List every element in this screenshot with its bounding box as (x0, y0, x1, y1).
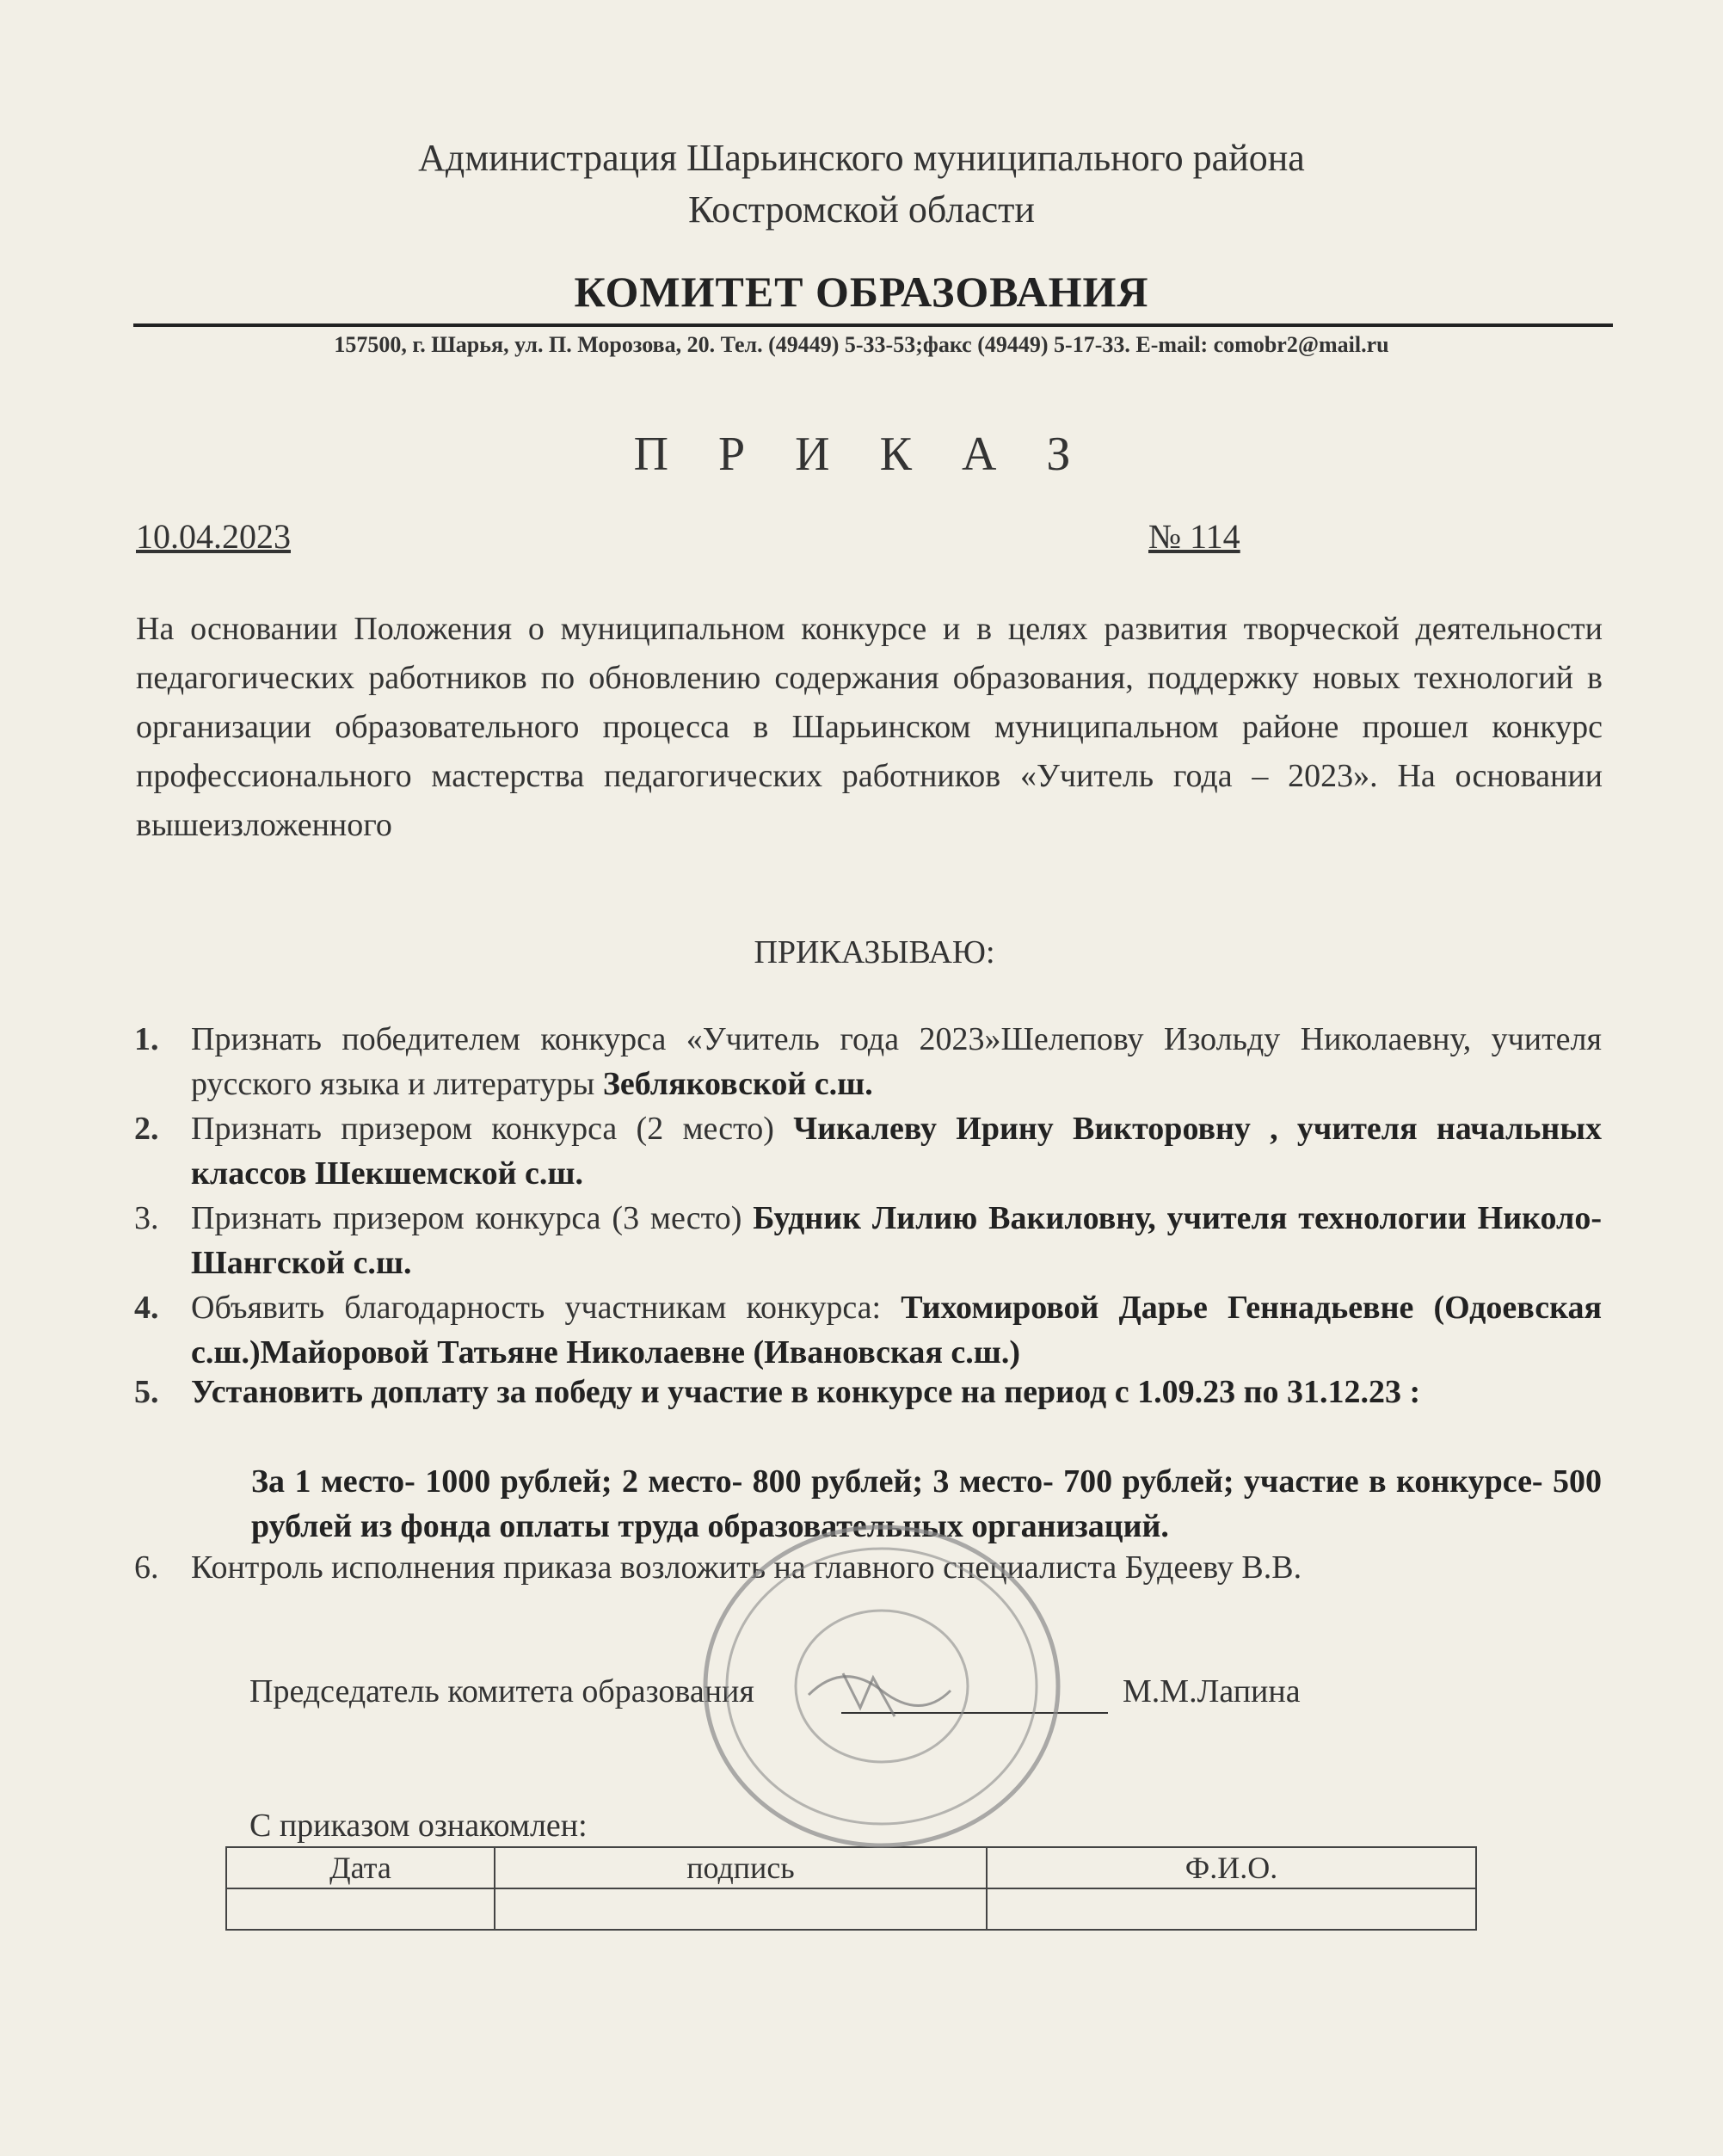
order-date: 10.04.2023 (136, 517, 291, 556)
contacts-line: 157500, г. Шарья, ул. П. Морозова, 20. Тел. (49449) 5-33-53;факс (49449) 5-17-33. E-mail: comobr2@mail.ru (334, 332, 1389, 357)
intro-paragraph: На основании Положения о муниципальном конкурсе и в целях развития творческой деятельности педагогических работников по обновлению содержания образования, поддержку новых технологий в организации образовательного процесса в Шарьинском муниципальном районе прошел конкурс профессионального мастерства педагогических работников «Учитель года – 2023». На основании вышеизложенного (136, 611, 1603, 843)
item-number: 5. (134, 1374, 159, 1410)
acquainted-label: С приказом ознакомлен: (249, 1808, 588, 1844)
table-cell-date (226, 1888, 495, 1930)
acquaintance-table (225, 1846, 1477, 1931)
committee-name: КОМИТЕТ ОБРАЗОВАНИЯ (574, 268, 1149, 316)
item-bold-text: За 1 место- 1000 рублей; 2 место- 800 рублей; 3 место- 700 рублей; участие в конкурсе- 500 рублей из фонда оплаты труда образовательных организаций. (251, 1463, 1602, 1544)
order-number: № 114 (1148, 517, 1240, 556)
item-bold-text: Тихомировой Дарье Геннадьевне (Одоевская с.ш.)Майоровой Татьяне Николаевне (Ивановская с.ш.) (191, 1290, 1603, 1371)
official-seal-stamp (697, 1518, 1067, 1854)
list-item (134, 1196, 1602, 1285)
signature-label: Председатель комитета образования (249, 1673, 754, 1709)
table-row (226, 1888, 1476, 1930)
list-item (134, 1370, 1602, 1414)
item-text: Контроль исполнения приказа возложить на главного специалиста Будееву В.В. (191, 1549, 1302, 1586)
item-bold-text: Чикалеву Ирину Викторовну , учителя начальных классов Шекшемской с.ш. (191, 1111, 1602, 1192)
item-number: 1. (134, 1021, 159, 1057)
item-number: 6. (134, 1549, 159, 1586)
order-word: ПРИКАЗЫВАЮ: (754, 934, 995, 970)
item-bold-text: Зебляковской с.ш. (602, 1066, 873, 1102)
document-title: П Р И К А З (633, 428, 1090, 481)
table-header-date: Дата (226, 1847, 495, 1888)
list-item (134, 1106, 1602, 1196)
item-number: 2. (134, 1111, 159, 1147)
admin-line-2: Костромской области (688, 188, 1035, 231)
list-item (134, 1017, 1602, 1106)
table-cell-signature (495, 1888, 987, 1930)
item-bold-text: Установить доплату за победу и участие в конкурсе на период с 1.09.23 по 31.12.23 : (191, 1374, 1421, 1410)
item-text: Признать призером конкурса (2 место) (191, 1111, 794, 1147)
admin-line-1: Администрация Шарьинского муниципального района (418, 137, 1305, 179)
table-header-signature: подпись (495, 1847, 987, 1888)
list-item (134, 1285, 1603, 1375)
table-cell-name (987, 1888, 1476, 1930)
header-rule (133, 323, 1613, 327)
item-text: Признать призером конкурса (3 место) (191, 1200, 754, 1236)
table-header-name: Ф.И.О. (987, 1847, 1476, 1888)
item-bold-text: Будник Лилию Вакиловну, учителя технологии Николо-Шангской с.ш. (191, 1200, 1602, 1281)
item-text: Признать победителем конкурса «Учитель года 2023»Шелепову Изольду Николаевну, учителя русского языка и литературы (191, 1021, 1602, 1102)
item-text: Объявить благодарность участникам конкурса: (191, 1290, 901, 1326)
item-number: 4. (134, 1290, 159, 1326)
item-number: 3. (134, 1200, 159, 1236)
signer-name: М.М.Лапина (1123, 1673, 1301, 1709)
